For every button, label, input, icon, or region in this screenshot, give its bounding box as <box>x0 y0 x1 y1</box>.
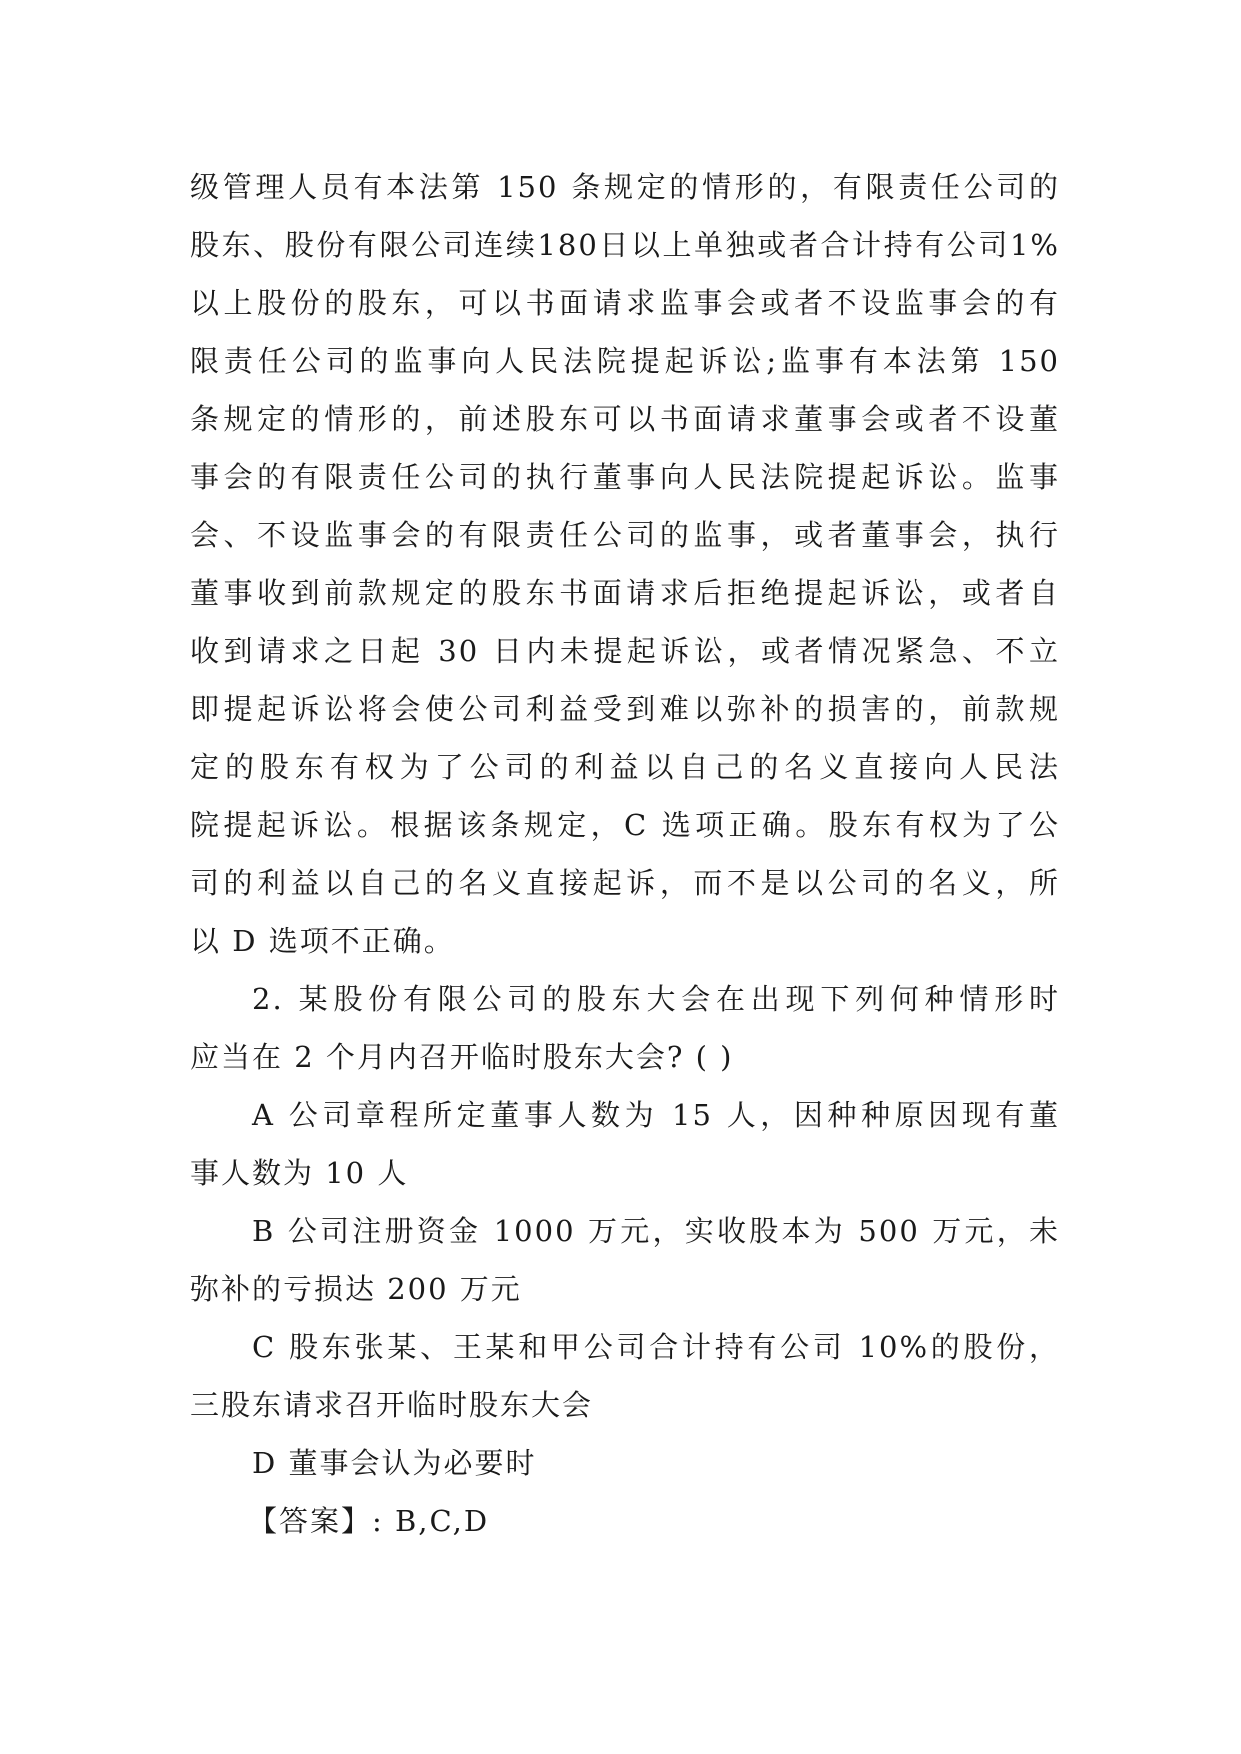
answer-line: 【答案】: B,C,D <box>248 1504 490 1538</box>
text-line: 收到请求之日起 30 日内未提起诉讼，或者情况紧急、不立 <box>190 634 1060 668</box>
option-text: 三股东请求召开临时股东大会 <box>190 1388 594 1422</box>
option-text: 事人数为 10 人 <box>190 1156 409 1190</box>
option-b <box>190 1202 1060 1318</box>
question-text: 2. 某股份有限公司的股东大会在出现下列何种情形时 <box>252 982 1060 1016</box>
text-line: 即提起诉讼将会使公司利益受到难以弥补的损害的，前款规 <box>190 692 1060 726</box>
question-text: 应当在 2 个月内召开临时股东大会? ( ) <box>190 1040 734 1074</box>
text-line: 院提起诉讼。根据该条规定，C 选项正确。股东有权为了公 <box>190 808 1060 842</box>
text-line: 条规定的情形的，前述股东可以书面请求董事会或者不设董 <box>190 402 1060 436</box>
text-line: 会、不设监事会的有限责任公司的监事，或者董事会，执行 <box>190 518 1060 552</box>
document-page <box>190 158 1060 1550</box>
text-line: 事会的有限责任公司的执行董事向人民法院提起诉讼。监事 <box>190 460 1060 494</box>
text-line: 级管理人员有本法第 150 条规定的情形的，有限责任公司的 <box>190 170 1060 204</box>
option-c <box>190 1318 1060 1434</box>
question-block <box>190 970 1060 1086</box>
option-text: A 公司章程所定董事人数为 15 人，因种种原因现有董 <box>252 1098 1060 1132</box>
text-line: 以 D 选项不正确。 <box>190 924 455 958</box>
explanation-paragraph <box>190 158 1060 970</box>
text-line: 董事收到前款规定的股东书面请求后拒绝提起诉讼，或者自 <box>190 576 1060 610</box>
text-line: 限责任公司的监事向人民法院提起诉讼;监事有本法第 150 <box>190 344 1060 378</box>
option-a <box>190 1086 1060 1202</box>
option-text: B 公司注册资金 1000 万元，实收股本为 500 万元，未 <box>252 1214 1060 1248</box>
option-text: D 董事会认为必要时 <box>252 1446 537 1480</box>
text-line: 司的利益以自己的名义直接起诉，而不是以公司的名义，所 <box>190 866 1060 900</box>
option-text: 弥补的亏损达 200 万元 <box>190 1272 522 1306</box>
text-line: 以上股份的股东，可以书面请求监事会或者不设监事会的有 <box>190 286 1060 320</box>
option-d <box>190 1434 1060 1492</box>
text-line: 定的股东有权为了公司的利益以自己的名义直接向人民法 <box>190 750 1060 784</box>
text-line: 股东、股份有限公司连续180日以上单独或者合计持有公司1% <box>190 228 1060 262</box>
option-text: C 股东张某、王某和甲公司合计持有公司 10%的股份， <box>252 1330 1060 1364</box>
